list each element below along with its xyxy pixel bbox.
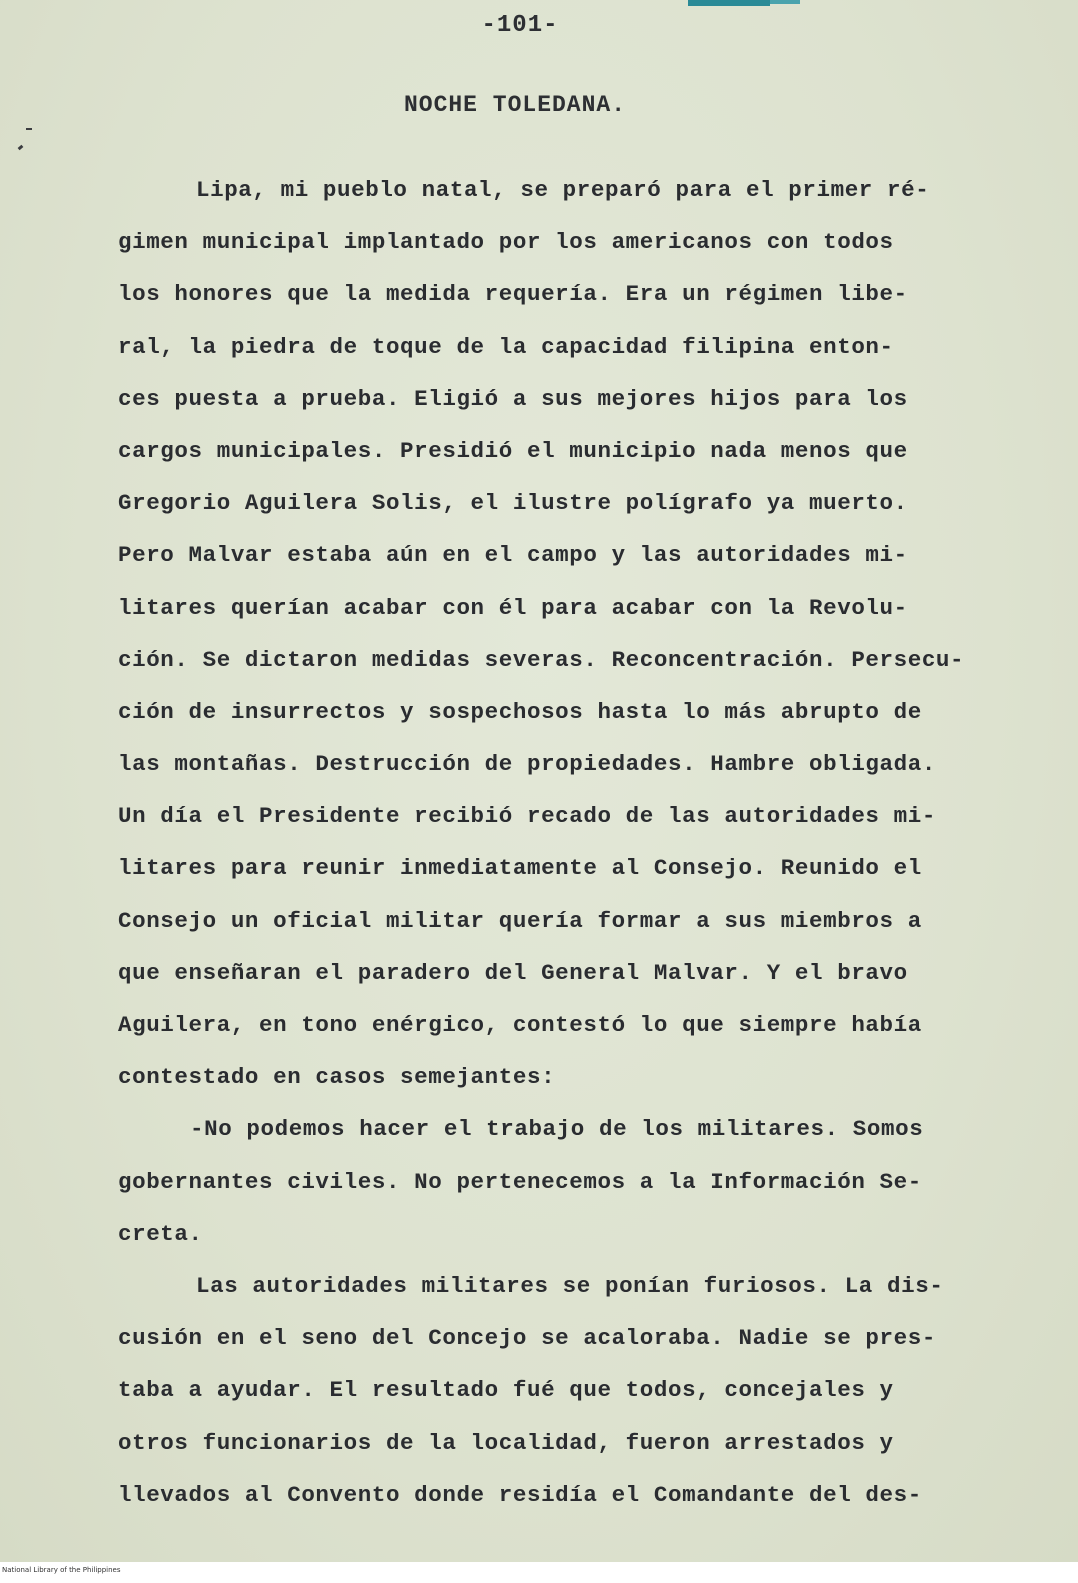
body-text — [118, 164, 1038, 1521]
text-line: gobernantes civiles. No pertenecemos a la Información Se- — [118, 1168, 922, 1195]
text-line: ral, la piedra de toque de la capacidad filipina enton- — [118, 333, 894, 360]
text-line: Las autoridades militares se ponían furiosos. La dis- — [196, 1272, 944, 1299]
archive-tab-marker — [688, 0, 770, 6]
text-line: Lipa, mi pueblo natal, se preparó para el primer ré- — [196, 177, 930, 203]
text-line: ces puesta a prueba. Eligió a sus mejores hijos para los — [118, 385, 908, 412]
text-line: los honores que la medida requería. Era un régimen libe- — [118, 281, 908, 308]
archive-tab-marker-secondary — [770, 0, 800, 4]
text-line: Pero Malvar estaba aún en el campo y las autoridades mi- — [118, 542, 908, 569]
text-line: las montañas. Destrucción de propiedades. Hambre obligada. — [118, 751, 936, 778]
text-line: ción de insurrectos y sospechosos hasta lo más abrupto de — [118, 698, 922, 725]
margin-mark — [18, 145, 24, 151]
text-line: contestado en casos semejantes: — [118, 1064, 556, 1091]
text-line: Un día el Presidente recibió recado de las autoridades mi- — [118, 803, 936, 830]
text-line: Aguilera, en tono enérgico, contestó lo que siempre había — [118, 1012, 922, 1038]
chapter-title: NOCHE TOLEDANA. — [403, 92, 627, 118]
library-credit: National Library of the Philippines — [0, 1563, 1078, 1583]
text-line: otros funcionarios de la localidad, fueron arrestados y — [118, 1429, 894, 1456]
text-line: Consejo un oficial militar quería formar a sus miembros a — [118, 907, 922, 934]
page-number: -101- — [481, 12, 559, 39]
text-line: -No podemos hacer el trabajo de los militares. Somos — [190, 1116, 924, 1143]
text-line: litares para reunir inmediatamente al Consejo. Reunido el — [118, 855, 922, 882]
text-line: cusión en el seno del Concejo se acaloraba. Nadie se pres- — [118, 1325, 936, 1352]
text-line: ción. Se dictaron medidas severas. Reconcentración. Persecu- — [118, 646, 965, 673]
text-line: creta. — [118, 1220, 203, 1247]
text-line: taba a ayudar. El resultado fué que todos, concejales y — [118, 1377, 894, 1404]
text-line: Gregorio Aguilera Solis, el ilustre polígrafo ya muerto. — [118, 490, 908, 517]
margin-mark — [26, 128, 32, 130]
text-line: cargos municipales. Presidió el municipio nada menos que — [118, 437, 908, 464]
text-line: que enseñaran el paradero del General Malvar. Y el bravo — [118, 959, 908, 986]
text-line: litares querían acabar con él para acabar con la Revolu- — [118, 594, 908, 621]
text-line: llevados al Convento donde residía el Comandante del des- — [118, 1481, 922, 1508]
text-line: gimen municipal implantado por los americanos con todos — [118, 229, 894, 256]
